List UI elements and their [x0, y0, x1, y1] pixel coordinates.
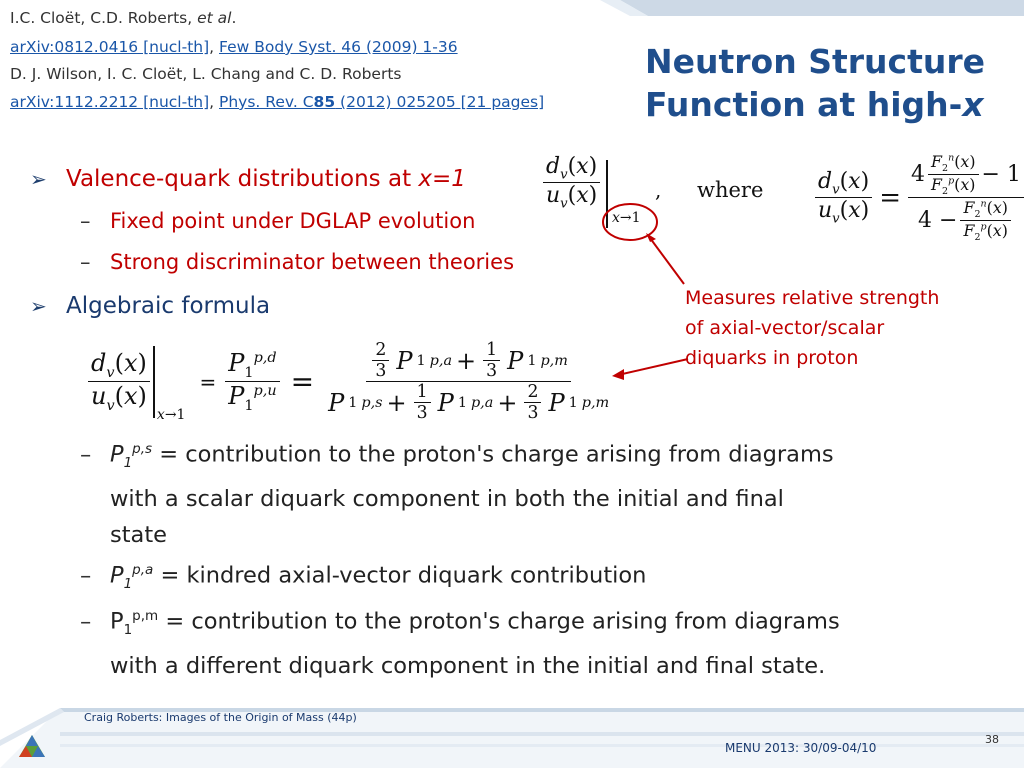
- formula-comma: ,: [655, 178, 662, 202]
- arxiv-link-1[interactable]: arXiv:0812.0416 [nucl-th]: [10, 38, 210, 56]
- annotation-arrow-icon: [610, 355, 690, 383]
- argonne-logo-icon: [18, 734, 46, 758]
- annotation-text: [685, 283, 985, 373]
- annotation-line: Measures relative strength: [685, 287, 940, 309]
- footer-credit: Craig Roberts: Images of the Origin of Mass (44p): [84, 711, 357, 724]
- limit-subscript: x→1: [612, 210, 641, 226]
- bullet-variable: x=1: [418, 166, 466, 192]
- description-text: = contribution to the proton's charge arising from diagrams: [158, 608, 840, 635]
- symbol-superscript: p,m: [132, 608, 159, 624]
- title-line-1: Neutron Structure: [645, 42, 985, 81]
- reference-line-1: [10, 8, 236, 29]
- dash-bullet-icon: –: [80, 608, 92, 635]
- dash-bullet-icon: –: [80, 209, 91, 233]
- sub-bullet-text: Fixed point under DGLAP evolution: [110, 209, 476, 233]
- description-text: state: [110, 522, 167, 548]
- description-text: = contribution to the proton's charge arising from diagrams: [152, 441, 834, 468]
- reference-line-2: [10, 37, 458, 58]
- reference-etal: et al: [197, 9, 232, 27]
- where-label: where: [697, 178, 764, 202]
- bullet-algebraic-formula: [30, 291, 270, 321]
- symbol-subscript: 1: [123, 576, 133, 592]
- dash-bullet-icon: –: [80, 562, 92, 589]
- sub-bullet-discriminator: [80, 248, 514, 276]
- formula-limit-ratio: $\frac{d_v(x)}{u_v(x)}$: [540, 154, 603, 212]
- sub-bullet-text: Strong discriminator between theories: [110, 250, 515, 274]
- symbol: P: [110, 562, 124, 589]
- reference-separator: ,: [209, 38, 220, 56]
- dash-bullet-icon: –: [80, 441, 92, 468]
- description-text: = kindred axial-vector diquark contribution: [153, 562, 647, 589]
- symbol-superscript: p,s: [132, 441, 153, 457]
- dash-bullet-icon: –: [80, 250, 91, 274]
- journal-details: (2012) 025205 [21 pages]: [335, 93, 545, 111]
- annotation-line: of axial-vector/scalar: [685, 317, 885, 339]
- slide-title: [645, 40, 1015, 126]
- journal-link-1[interactable]: Few Body Syst. 46 (2009) 1-36: [219, 38, 458, 56]
- description-scalar: [80, 431, 980, 553]
- page-number: 38: [985, 733, 999, 746]
- title-line-2-text: Function at high-: [645, 85, 963, 124]
- symbol-subscript: 1: [123, 622, 133, 638]
- arrow-bullet-icon: ➢: [30, 294, 47, 318]
- bullet-text: Valence-quark distributions at: [66, 166, 419, 192]
- description-mixed: [80, 598, 980, 684]
- symbol-superscript: p,a: [132, 562, 154, 578]
- description-text: with a different diquark component in the initial and final state.: [110, 653, 826, 679]
- journal-link-2[interactable]: [219, 93, 544, 111]
- sub-bullet-dglap: [80, 207, 475, 235]
- symbol-subscript: 1: [123, 455, 133, 471]
- highlight-circle-arrow: [590, 200, 690, 290]
- journal-volume: 85: [313, 93, 336, 111]
- reference-authors-2: D. J. Wilson, I. C. Cloët, L. Chang and C. D. Roberts: [10, 65, 402, 83]
- description-axial-vector: [80, 552, 646, 602]
- bullet-valence-quark: [30, 164, 466, 194]
- header-decoration: [600, 0, 1024, 20]
- bullet-text: Algebraic formula: [66, 293, 271, 319]
- symbol: P: [110, 441, 124, 468]
- formula-algebraic: $\frac{d_v(x)}{u_v(x)}$ x→1 = $\frac{P_1^{p,d}}{P_1^{p,u}}$ = $\frac{2}{3}$ P 1 p,a + $\frac{1}{3}$ P 1 p,m P 1 p,s + $\frac{1}{3}$ P 1 p,a + $\frac{2}{3}$ P 1 p,m: [85, 340, 615, 423]
- description-text: with a scalar diquark component in both the initial and final: [110, 486, 784, 512]
- reference-line-4: [10, 92, 544, 113]
- reference-authors-1: I.C. Cloët, C.D. Roberts,: [10, 9, 198, 27]
- journal-name: Phys. Rev. C: [219, 93, 314, 111]
- annotation-line: diquarks in proton: [685, 347, 859, 369]
- title-line-2: [645, 83, 1015, 126]
- reference-separator: ,: [209, 93, 220, 111]
- reference-period: .: [231, 9, 237, 27]
- reference-line-3: [10, 64, 401, 85]
- symbol: P: [110, 608, 124, 635]
- formula-structure-function-ratio: $\frac{d_v(x)}{u_v(x)}$ = 4 $\frac{F_2^n(x)}{F_2^p(x)}$ − 1 4 − $\frac{F_2^n(x)}{F_2^p(x)}$: [812, 152, 1024, 244]
- arrow-bullet-icon: ➢: [30, 167, 47, 191]
- title-variable: x: [962, 85, 984, 124]
- arxiv-link-2[interactable]: arXiv:1112.2212 [nucl-th]: [10, 93, 210, 111]
- footer-conference: MENU 2013: 30/09-04/10: [725, 741, 877, 755]
